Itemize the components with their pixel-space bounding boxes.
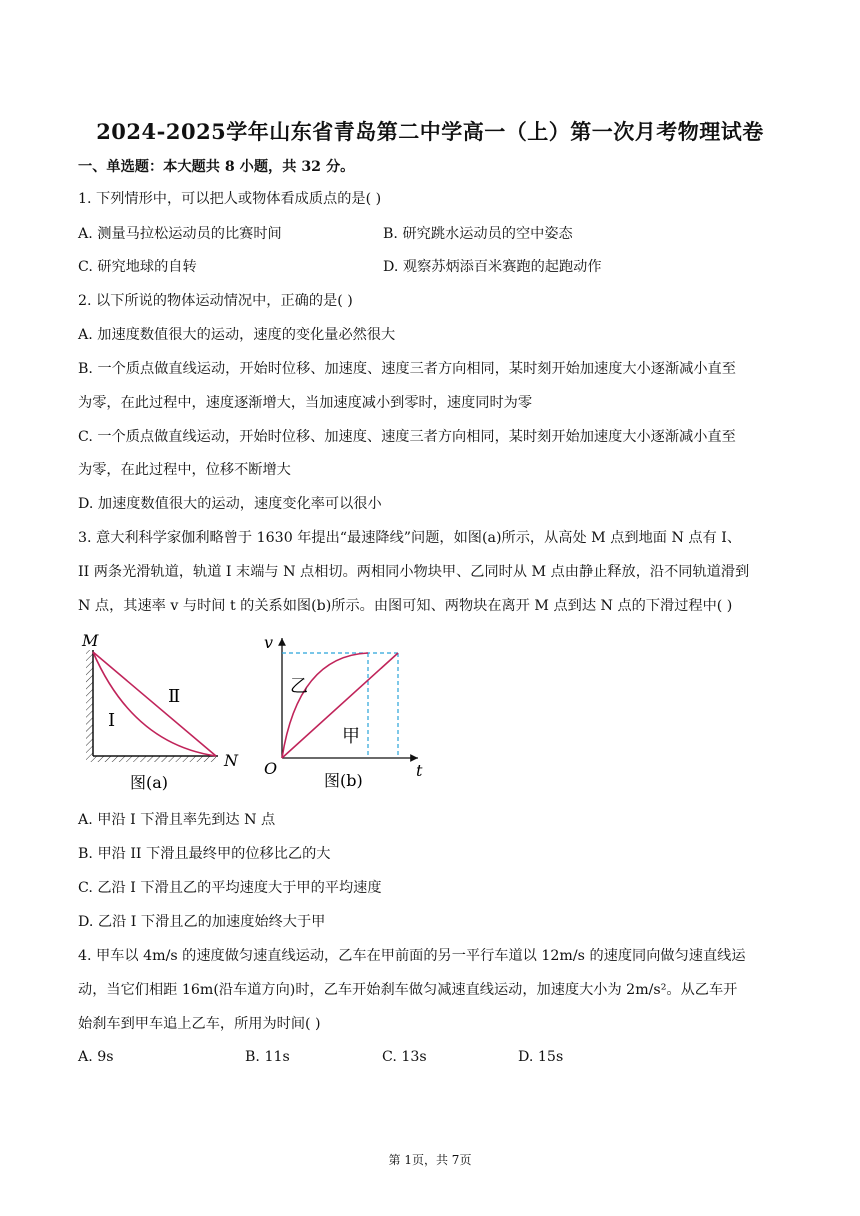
label-N: N [224, 751, 238, 770]
q3-figure [78, 626, 438, 796]
q2-option-b-line2: 为零，在此过程中，速度逐渐增大，当加速度减小到零时，速度同时为零 [78, 395, 533, 411]
q3-option-b: B. 甲沿 II 下滑且最终甲的位移比乙的大 [78, 846, 331, 862]
q3-option-c: C. 乙沿 I 下滑且乙的平均速度大于甲的平均速度 [78, 880, 382, 896]
q1-option-c: C. 研究地球的自转 [78, 259, 197, 275]
q4-option-d: D. 15s [518, 1049, 564, 1065]
figure-a-tracks [86, 650, 218, 762]
label-jia: 甲 [342, 726, 360, 747]
question-2-stem: 2. 以下所说的物体运动情况中，正确的是( ) [78, 293, 353, 309]
q2-option-c-line1: C. 一个质点做直线运动，开始时位移、加速度、速度三者方向相同，某时刻开始加速度大小逐渐减小直至 [78, 429, 736, 445]
q3-option-d: D. 乙沿 I 下滑且乙的加速度始终大于甲 [78, 914, 326, 930]
q2-option-c-line2: 为零，在此过程中，位移不断增大 [78, 462, 291, 478]
label-track-I: I [108, 710, 116, 731]
label-t: t [416, 761, 423, 780]
q1-option-a: A. 测量马拉松运动员的比赛时间 [78, 226, 282, 242]
label-O: O [264, 759, 278, 778]
q4-option-a: A. 9s [78, 1049, 114, 1065]
q2-option-d: D. 加速度数值很大的运动，速度变化率可以很小 [78, 496, 382, 512]
question-3-line3: N 点，其速率 v 与时间 t 的关系如图(b)所示。由图可知、两物块在离开 M 点到达 N 点的下滑过程中( ) [78, 598, 733, 614]
page-footer: 第 1页，共 7页 [388, 1153, 472, 1167]
question-3-line2: II 两条光滑轨道，轨道 I 末端与 N 点相切。两相同小物块甲、乙同时从 M 点由静止释放，沿不同轨道滑到 [78, 564, 750, 580]
q3-option-a: A. 甲沿 I 下滑且率先到达 N 点 [78, 812, 276, 828]
q1-option-b: B. 研究跳水运动员的空中姿态 [383, 226, 573, 242]
page-title: 2024-2025学年山东省青岛第二中学高一（上）第一次月考物理试卷 [96, 119, 764, 144]
label-track-II: Ⅱ [168, 686, 181, 707]
q2-option-a: A. 加速度数值很大的运动，速度的变化量必然很大 [78, 327, 396, 343]
label-yi: 乙 [290, 676, 308, 697]
label-M: M [82, 631, 99, 650]
question-3-line1: 3. 意大利科学家伽利略曾于 1630 年提出“最速降线”问题，如图(a)所示，从高处 M 点到地面 N 点有 I、 [78, 530, 742, 546]
q1-option-d: D. 观察苏炳添百米赛跑的起跑动作 [383, 259, 602, 275]
question-4-line3: 始刹车到甲车追上乙车，所用为时间( ) [78, 1016, 321, 1032]
label-v: v [264, 633, 274, 652]
q4-option-b: B. 11s [245, 1049, 290, 1065]
q2-option-b-line1: B. 一个质点做直线运动，开始时位移、加速度、速度三者方向相同，某时刻开始加速度大小逐渐减小直至 [78, 361, 736, 377]
caption-b: 图(b) [324, 771, 363, 790]
section-heading: 一、单选题：本大题共 8 小题，共 32 分。 [78, 159, 355, 175]
q4-option-c: C. 13s [382, 1049, 427, 1065]
caption-a: 图(a) [130, 773, 169, 792]
question-1-stem: 1. 下列情形中，可以把人或物体看成质点的是( ) [78, 191, 382, 207]
question-4-line1: 4. 甲车以 4m/s 的速度做匀速直线运动，乙车在甲前面的另一平行车道以 12m/s 的速度同向做匀速直线运 [78, 948, 746, 964]
question-4-line2: 动，当它们相距 16m(沿车道方向)时，乙车开始刹车做匀减速直线运动，加速度大小为 2m/s²。从乙车开 [78, 982, 738, 998]
